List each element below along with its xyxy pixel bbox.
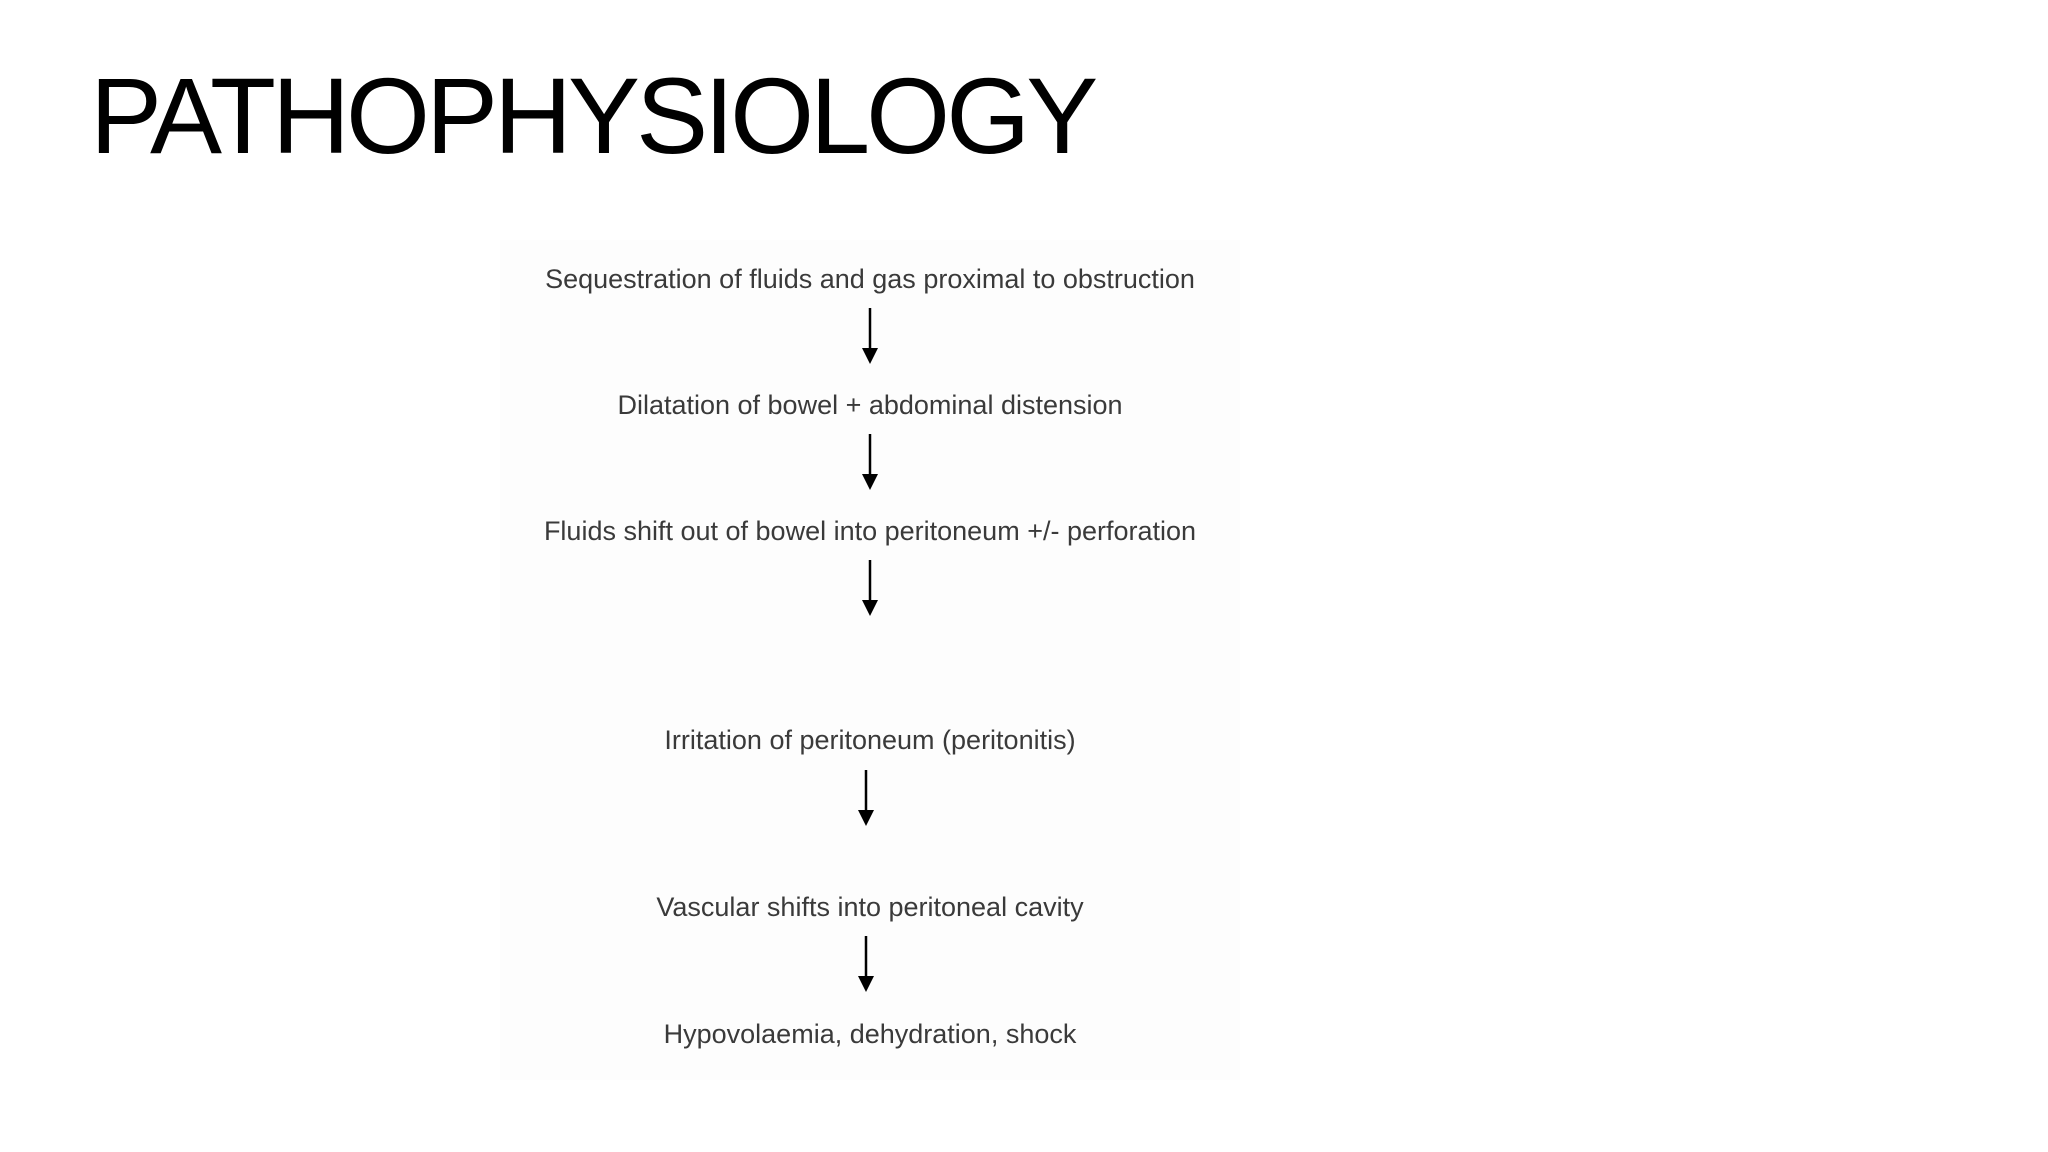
flow-step-hypovolaemia: Hypovolaemia, dehydration, shock: [663, 1019, 1077, 1049]
down-arrow-icon: [858, 770, 874, 826]
down-arrow-icon: [862, 434, 878, 490]
flowchart-figure: [500, 240, 1240, 1080]
slide-title: PATHOPHYSIOLOGY: [90, 55, 1095, 176]
flow-step-dilatation: Dilatation of bowel + abdominal distension: [617, 390, 1123, 420]
flow-step-sequestration: Sequestration of fluids and gas proximal to obstruction: [545, 264, 1195, 294]
flow-step-peritonitis: Irritation of peritoneum (peritonitis): [664, 725, 1076, 755]
flow-step-vascular-shifts: Vascular shifts into peritoneal cavity: [656, 892, 1084, 922]
down-arrow-icon: [862, 560, 878, 616]
flow-arrows: [500, 240, 1240, 1080]
down-arrow-icon: [858, 936, 874, 992]
flow-step-fluid-shift: Fluids shift out of bowel into peritoneum +/- perforation: [543, 516, 1197, 546]
down-arrow-icon: [862, 308, 878, 364]
